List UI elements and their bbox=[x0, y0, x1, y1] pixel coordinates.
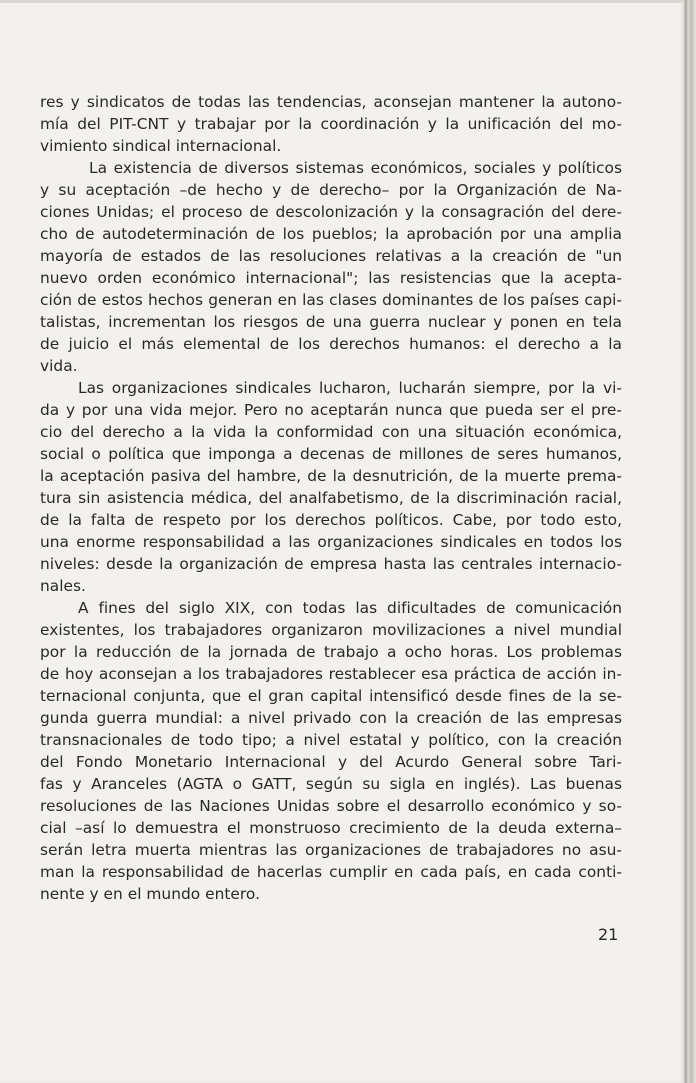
text-line: nuevo orden económico internacional"; las resistencias que la acepta- bbox=[40, 269, 622, 287]
text-line: de juicio el más elemental de los derechos humanos: el derecho a la bbox=[40, 335, 622, 353]
text-line: Las organizaciones sindicales lucharon, lucharán siempre, por la vi- bbox=[78, 379, 622, 397]
text-line: gunda guerra mundial: a nivel privado con la creación de las empresas bbox=[40, 709, 622, 727]
paragraph-2 bbox=[40, 157, 622, 377]
text-line: una enorme responsabilidad a las organizaciones sindicales en todos los bbox=[40, 533, 622, 551]
text-line: tura sin asistencia médica, del analfabetismo, de la discriminación racial, bbox=[40, 489, 622, 507]
text-line: cial –así lo demuestra el monstruoso crecimiento de la deuda externa– bbox=[40, 819, 622, 837]
text-line: fas y Aranceles (AGTA o GATT, según su sigla en inglés). Las buenas bbox=[40, 775, 622, 793]
text-line: vimiento sindical internacional. bbox=[40, 137, 282, 155]
text-line: cio del derecho a la vida la conformidad con una situación económica, bbox=[40, 423, 622, 441]
text-line: cho de autodeterminación de los pueblos; la aprobación por una amplia bbox=[40, 225, 622, 243]
paragraph-1 bbox=[40, 91, 622, 157]
text-line: por la reducción de la jornada de trabajo a ocho horas. Los problemas bbox=[40, 643, 622, 661]
text-line: de la falta de respeto por los derechos políticos. Cabe, por todo esto, bbox=[40, 511, 622, 529]
text-line: del Fondo Monetario Internacional y del Acurdo General sobre Tari- bbox=[40, 753, 622, 771]
text-line: res y sindicatos de todas las tendencias, aconsejan mantener la autono- bbox=[40, 93, 622, 111]
body-text bbox=[40, 91, 622, 905]
text-line: social o política que imponga a decenas de millones de seres humanos, bbox=[40, 445, 622, 463]
text-line: ternacional conjunta, que el gran capital intensificó desde fines de la se- bbox=[40, 687, 622, 705]
text-line: talistas, incrementan los riesgos de una guerra nuclear y ponen en tela bbox=[40, 313, 622, 331]
text-line: nales. bbox=[40, 577, 86, 595]
text-line: existentes, los trabajadores organizaron movilizaciones a nivel mundial bbox=[40, 621, 622, 639]
text-line: La existencia de diversos sistemas económicos, sociales y políticos bbox=[89, 159, 622, 177]
text-line: la aceptación pasiva del hambre, de la desnutrición, de la muerte prema- bbox=[40, 467, 622, 485]
text-line: mayoría de estados de las resoluciones relativas a la creación de "un bbox=[40, 247, 622, 265]
page-number: 21 bbox=[598, 925, 619, 944]
text-line: resoluciones de las Naciones Unidas sobre el desarrollo económico y so- bbox=[40, 797, 622, 815]
text-line: vida. bbox=[40, 357, 78, 375]
text-line: niveles: desde la organización de empresa hasta las centrales internacio- bbox=[40, 555, 622, 573]
paragraph-3 bbox=[40, 377, 622, 597]
text-line: A fines del siglo XIX, con todas las dificultades de comunicación bbox=[78, 599, 622, 617]
text-line: nente y en el mundo entero. bbox=[40, 885, 260, 903]
text-line: y su aceptación –de hecho y de derecho– por la Organización de Na- bbox=[40, 181, 622, 199]
text-line: transnacionales de todo tipo; a nivel estatal y político, con la creación bbox=[40, 731, 622, 749]
text-line: de hoy aconsejan a los trabajadores restablecer esa práctica de acción in- bbox=[40, 665, 622, 683]
text-line: da y por una vida mejor. Pero no aceptarán nunca que pueda ser el pre- bbox=[40, 401, 622, 419]
text-line: mía del PIT-CNT y trabajar por la coordinación y la unificación del mo- bbox=[40, 115, 622, 133]
text-line: ciones Unidas; el proceso de descolonización y la consagración del dere- bbox=[40, 203, 622, 221]
text-line: serán letra muerta mientras las organizaciones de trabajadores no asu- bbox=[40, 841, 622, 859]
book-page-edge bbox=[684, 0, 696, 1083]
paragraph-4 bbox=[40, 597, 622, 905]
text-line: man la responsabilidad de hacerlas cumplir en cada país, en cada conti- bbox=[40, 863, 622, 881]
page-top-edge bbox=[0, 0, 684, 3]
text-line: ción de estos hechos generan en las clases dominantes de los países capi- bbox=[40, 291, 622, 309]
